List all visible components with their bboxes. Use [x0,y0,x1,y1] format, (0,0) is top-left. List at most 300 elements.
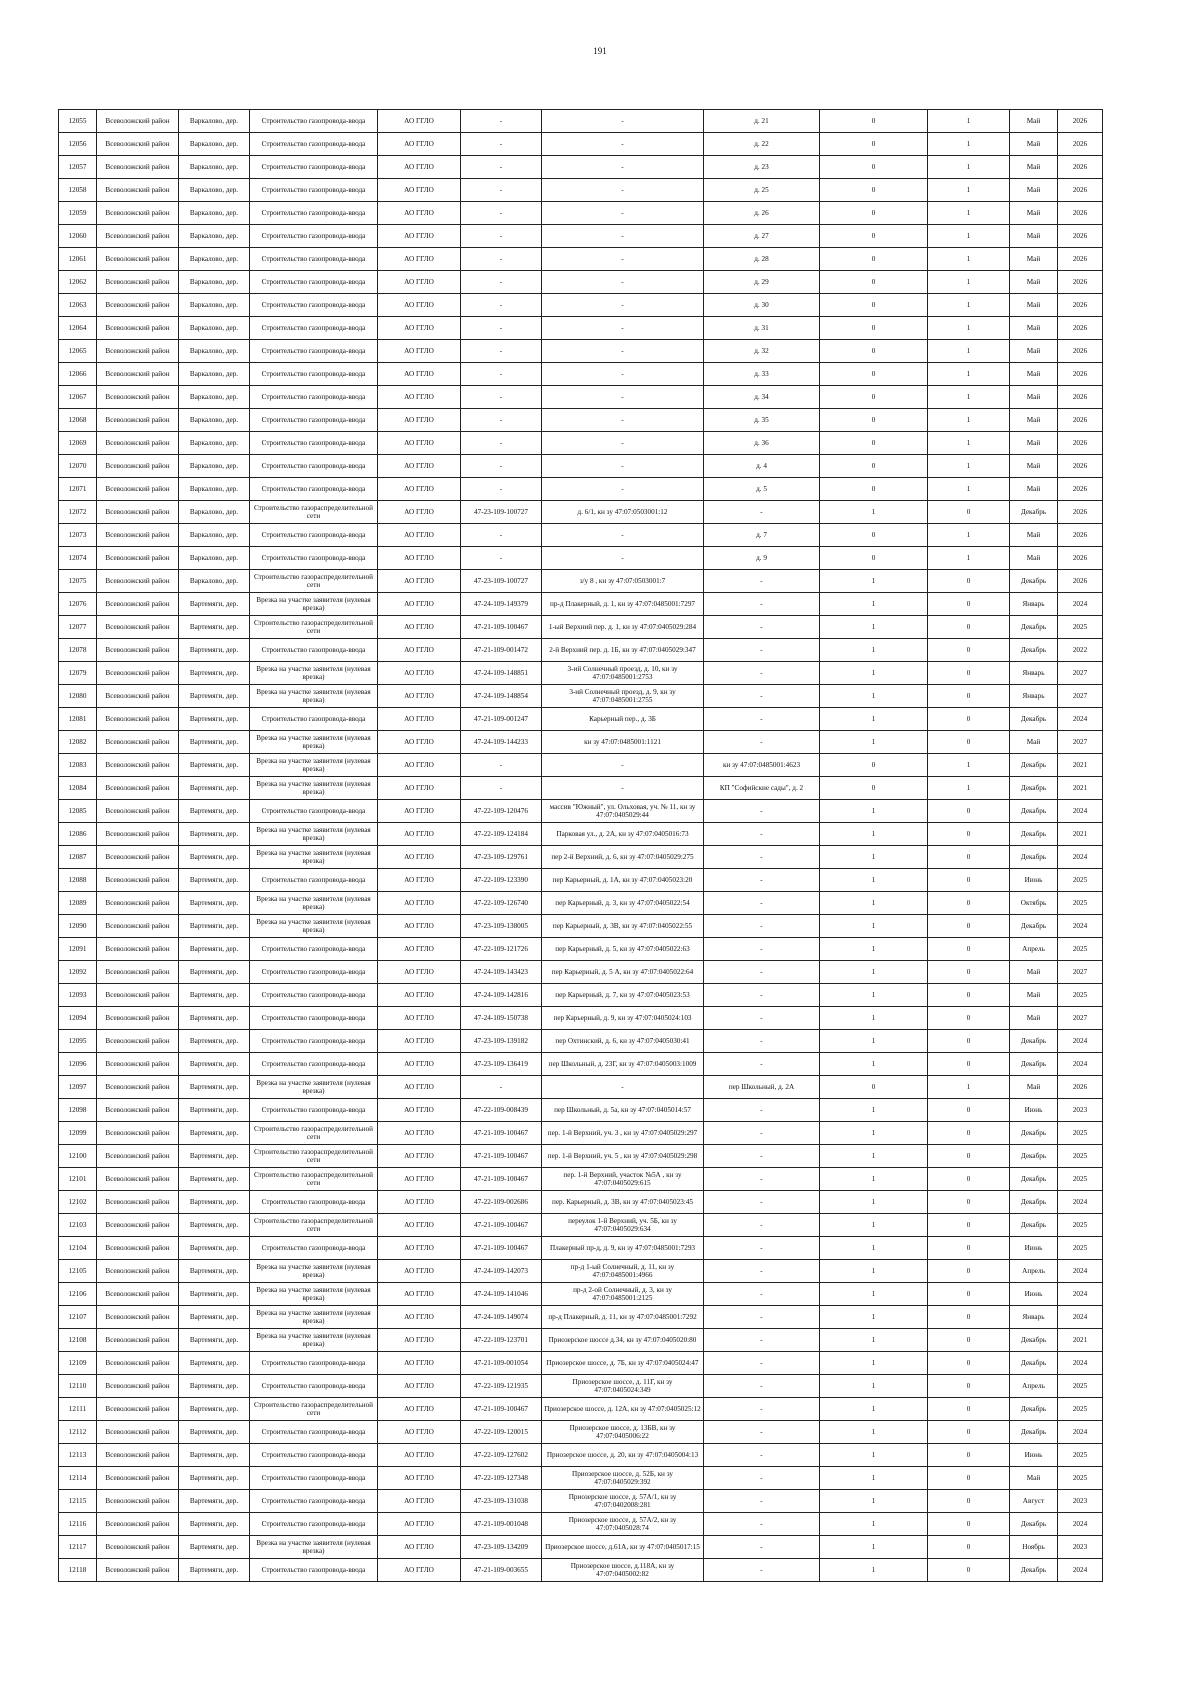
cell-work-type: Врезка на участке заявителя (нулевая врезка) [250,1536,378,1559]
cell-application-number: - [461,777,542,800]
cell-house-address: д. 27 [704,225,820,248]
cell-count-b: 0 [928,1145,1010,1168]
cell-month: Май [1010,363,1058,386]
cell-settlement: Варкалово, дер. [179,133,250,156]
cell-organization: АО ГГЛО [378,1421,461,1444]
cell-organization: АО ГГЛО [378,846,461,869]
cell-work-type: Строительство газопровода-ввода [250,1513,378,1536]
cell-work-type: Строительство газопровода-ввода [250,478,378,501]
cell-row-number: 12100 [59,1145,97,1168]
cell-count-b: 0 [928,1191,1010,1214]
cell-count-b: 0 [928,961,1010,984]
table-row [59,1467,1103,1490]
cell-count-a: 0 [820,455,928,478]
cell-row-number: 12067 [59,386,97,409]
cell-application-number: - [461,340,542,363]
cell-organization: АО ГГЛО [378,869,461,892]
cell-cadastral-address: 3-ий Солнечный проезд, д. 9, кн зу 47:07:0485001:2755 [542,685,704,708]
cell-district: Всеволожский район [97,800,179,823]
cell-count-a: 1 [820,1191,928,1214]
cell-work-type: Строительство газораспределительной сети [250,1122,378,1145]
cell-row-number: 12118 [59,1559,97,1582]
cell-settlement: Вартемяги, дер. [179,1513,250,1536]
cell-count-a: 1 [820,662,928,685]
cell-settlement: Варкалово, дер. [179,363,250,386]
cell-settlement: Варкалово, дер. [179,455,250,478]
cell-settlement: Вартемяги, дер. [179,1421,250,1444]
cell-district: Всеволожский район [97,547,179,570]
cell-application-number: - [461,156,542,179]
cell-organization: АО ГГЛО [378,1398,461,1421]
cell-organization: АО ГГЛО [378,754,461,777]
cell-count-a: 0 [820,179,928,202]
cell-month: Декабрь [1010,1191,1058,1214]
cell-year: 2026 [1058,501,1103,524]
cell-count-a: 0 [820,248,928,271]
cell-settlement: Вартемяги, дер. [179,754,250,777]
cell-house-address: - [704,1329,820,1352]
cell-organization: АО ГГЛО [378,1053,461,1076]
cell-row-number: 12062 [59,271,97,294]
cell-organization: АО ГГЛО [378,1145,461,1168]
cell-month: Май [1010,294,1058,317]
cell-application-number: - [461,478,542,501]
cell-organization: АО ГГЛО [378,570,461,593]
cell-district: Всеволожский район [97,915,179,938]
cell-district: Всеволожский район [97,501,179,524]
cell-settlement: Вартемяги, дер. [179,1007,250,1030]
cell-district: Всеволожский район [97,869,179,892]
table-row [59,432,1103,455]
cell-application-number: - [461,363,542,386]
cell-year: 2021 [1058,1329,1103,1352]
cell-month: Октябрь [1010,892,1058,915]
cell-row-number: 12069 [59,432,97,455]
cell-settlement: Вартемяги, дер. [179,1030,250,1053]
cell-district: Всеволожский район [97,1352,179,1375]
cell-cadastral-address: массив "Южный", ул. Ольховая, уч. № 11, кн зу 47:07:0405029:44 [542,800,704,823]
cell-work-type: Строительство газопровода-ввода [250,1007,378,1030]
cell-settlement: Вартемяги, дер. [179,1490,250,1513]
cell-district: Всеволожский район [97,1444,179,1467]
cell-count-b: 1 [928,409,1010,432]
cell-month: Декабрь [1010,1168,1058,1191]
table-row [59,271,1103,294]
cell-work-type: Врезка на участке заявителя (нулевая врезка) [250,823,378,846]
cell-cadastral-address: пр-д Плакерный, д. 11, кн зу 47:07:0485001:7292 [542,1306,704,1329]
cell-month: Июнь [1010,1099,1058,1122]
cell-organization: АО ГГЛО [378,593,461,616]
cell-district: Всеволожский район [97,846,179,869]
cell-house-address: д. 34 [704,386,820,409]
cell-cadastral-address: пер Карьерный, д. 9, кн зу 47:07:0405024:103 [542,1007,704,1030]
cell-application-number: 47-21-109-100467 [461,616,542,639]
cell-year: 2026 [1058,317,1103,340]
cell-count-b: 0 [928,1099,1010,1122]
cell-cadastral-address: Приозерское шоссе, д. 57А/1, кн зу 47:07:0402008:281 [542,1490,704,1513]
cell-year: 2025 [1058,1444,1103,1467]
cell-house-address: - [704,1559,820,1582]
cell-month: Декабрь [1010,708,1058,731]
cell-work-type: Строительство газораспределительной сети [250,501,378,524]
cell-district: Всеволожский район [97,179,179,202]
cell-month: Апрель [1010,1375,1058,1398]
cell-cadastral-address: - [542,340,704,363]
cell-house-address: д. 28 [704,248,820,271]
cell-application-number: - [461,202,542,225]
cell-settlement: Варкалово, дер. [179,156,250,179]
cell-count-a: 1 [820,593,928,616]
cell-cadastral-address: - [542,179,704,202]
cell-month: Май [1010,340,1058,363]
cell-month: Декабрь [1010,754,1058,777]
cell-work-type: Строительство газопровода-ввода [250,547,378,570]
cell-month: Май [1010,133,1058,156]
cell-month: Декабрь [1010,1122,1058,1145]
cell-count-a: 1 [820,915,928,938]
cell-count-b: 1 [928,156,1010,179]
cell-work-type: Врезка на участке заявителя (нулевая врезка) [250,915,378,938]
cell-settlement: Варкалово, дер. [179,432,250,455]
cell-organization: АО ГГЛО [378,777,461,800]
cell-house-address: д. 21 [704,110,820,133]
cell-work-type: Строительство газопровода-ввода [250,1490,378,1513]
cell-work-type: Строительство газопровода-ввода [250,225,378,248]
cell-count-b: 0 [928,1559,1010,1582]
cell-cadastral-address: пер 2-й Верхний, д. 6, кн зу 47:07:0405029:275 [542,846,704,869]
cell-application-number: 47-24-109-149074 [461,1306,542,1329]
table-row [59,754,1103,777]
cell-application-number: 47-22-109-121935 [461,1375,542,1398]
cell-month: Май [1010,225,1058,248]
cell-count-b: 0 [928,846,1010,869]
cell-house-address: - [704,1030,820,1053]
cell-count-b: 1 [928,248,1010,271]
table-row [59,1536,1103,1559]
cell-house-address: - [704,616,820,639]
cell-year: 2025 [1058,938,1103,961]
cell-work-type: Строительство газопровода-ввода [250,340,378,363]
cell-district: Всеволожский район [97,1168,179,1191]
cell-settlement: Вартемяги, дер. [179,1214,250,1237]
cell-count-a: 1 [820,892,928,915]
cell-work-type: Врезка на участке заявителя (нулевая врезка) [250,685,378,708]
cell-cadastral-address: пер Карьерный, д. 5, кн зу 47:07:0405022:63 [542,938,704,961]
cell-work-type: Строительство газопровода-ввода [250,110,378,133]
cell-count-b: 1 [928,110,1010,133]
table-row [59,1398,1103,1421]
cell-house-address: КП "Софийские сады", д. 2 [704,777,820,800]
cell-row-number: 12077 [59,616,97,639]
cell-organization: АО ГГЛО [378,1375,461,1398]
cell-settlement: Вартемяги, дер. [179,1168,250,1191]
cell-house-address: д. 32 [704,340,820,363]
cell-application-number: 47-21-109-100467 [461,1145,542,1168]
cell-count-b: 1 [928,363,1010,386]
cell-count-b: 1 [928,317,1010,340]
cell-count-a: 1 [820,501,928,524]
cell-settlement: Вартемяги, дер. [179,1076,250,1099]
cell-work-type: Строительство газопровода-ввода [250,363,378,386]
cell-row-number: 12111 [59,1398,97,1421]
cell-count-a: 1 [820,1007,928,1030]
cell-application-number: 47-21-109-100467 [461,1122,542,1145]
cell-row-number: 12087 [59,846,97,869]
cell-cadastral-address: пер Карьерный, д. 7, кн зу 47:07:0405023:53 [542,984,704,1007]
cell-application-number: 47-22-109-123390 [461,869,542,892]
cell-application-number: 47-24-109-141046 [461,1283,542,1306]
cell-year: 2025 [1058,1237,1103,1260]
cell-month: Май [1010,110,1058,133]
cell-house-address: - [704,984,820,1007]
cell-district: Всеволожский район [97,777,179,800]
cell-house-address: д. 23 [704,156,820,179]
cell-count-a: 0 [820,225,928,248]
cell-month: Апрель [1010,1260,1058,1283]
cell-row-number: 12070 [59,455,97,478]
cell-settlement: Вартемяги, дер. [179,1145,250,1168]
table-row [59,1260,1103,1283]
cell-cadastral-address: Приозерское шоссе, д. 52Б, кн зу 47:07:0405029:392 [542,1467,704,1490]
cell-work-type: Строительство газопровода-ввода [250,961,378,984]
cell-house-address: д. 36 [704,432,820,455]
cell-district: Всеволожский район [97,386,179,409]
cell-month: Май [1010,179,1058,202]
cell-month: Май [1010,455,1058,478]
cell-cadastral-address: 1-ый Верхний пер. д. 1, кн зу 47:07:0405029:284 [542,616,704,639]
cell-month: Июнь [1010,1444,1058,1467]
cell-house-address: - [704,708,820,731]
cell-month: Май [1010,248,1058,271]
cell-year: 2026 [1058,478,1103,501]
cell-district: Всеволожский район [97,1375,179,1398]
cell-application-number: 47-23-109-100727 [461,570,542,593]
cell-row-number: 12113 [59,1444,97,1467]
cell-district: Всеволожский район [97,1053,179,1076]
cell-cadastral-address: пер. 1-й Верхний, участок №5А , кн зу 47:07:0405029:615 [542,1168,704,1191]
cell-application-number: 47-21-109-100467 [461,1214,542,1237]
cell-count-a: 1 [820,1421,928,1444]
cell-count-a: 1 [820,639,928,662]
cell-district: Всеволожский район [97,478,179,501]
cell-count-b: 0 [928,869,1010,892]
cell-settlement: Вартемяги, дер. [179,1122,250,1145]
cell-count-a: 1 [820,938,928,961]
cell-application-number: 47-21-109-003655 [461,1559,542,1582]
cell-district: Всеволожский район [97,156,179,179]
cell-count-a: 1 [820,1168,928,1191]
cell-month: Май [1010,478,1058,501]
cell-year: 2026 [1058,225,1103,248]
cell-year: 2026 [1058,363,1103,386]
cell-work-type: Строительство газопровода-ввода [250,869,378,892]
cell-application-number: 47-22-109-123701 [461,1329,542,1352]
cell-count-a: 1 [820,1145,928,1168]
table-row [59,547,1103,570]
cell-district: Всеволожский район [97,570,179,593]
cell-work-type: Строительство газопровода-ввода [250,938,378,961]
cell-organization: АО ГГЛО [378,823,461,846]
cell-count-a: 1 [820,570,928,593]
cell-cadastral-address: пер Школьный, д. 5а, кн зу 47:07:0405014:57 [542,1099,704,1122]
cell-settlement: Вартемяги, дер. [179,1352,250,1375]
cell-count-a: 1 [820,961,928,984]
cell-organization: АО ГГЛО [378,800,461,823]
cell-count-a: 1 [820,823,928,846]
cell-row-number: 12109 [59,1352,97,1375]
cell-work-type: Строительство газопровода-ввода [250,1559,378,1582]
cell-month: Май [1010,961,1058,984]
cell-organization: АО ГГЛО [378,455,461,478]
cell-settlement: Варкалово, дер. [179,409,250,432]
cell-row-number: 12104 [59,1237,97,1260]
cell-row-number: 12063 [59,294,97,317]
cell-year: 2024 [1058,1513,1103,1536]
cell-settlement: Вартемяги, дер. [179,593,250,616]
cell-count-a: 1 [820,1214,928,1237]
cell-settlement: Вартемяги, дер. [179,1191,250,1214]
cell-cadastral-address: Парковая ул., д. 2А, кн зу 47:07:0405016:73 [542,823,704,846]
cell-row-number: 12064 [59,317,97,340]
cell-organization: АО ГГЛО [378,616,461,639]
cell-month: Январь [1010,593,1058,616]
cell-cadastral-address: пер Карьерный, д. 3В, кн зу 47:07:0405022:55 [542,915,704,938]
cell-organization: АО ГГЛО [378,1076,461,1099]
cell-cadastral-address: пер Карьерный, д. 1А, кн зу 47:07:0405023:20 [542,869,704,892]
cell-count-a: 0 [820,1076,928,1099]
table-row [59,1076,1103,1099]
cell-month: Декабрь [1010,1421,1058,1444]
cell-month: Декабрь [1010,616,1058,639]
cell-application-number: 47-23-109-129761 [461,846,542,869]
cell-year: 2026 [1058,294,1103,317]
cell-work-type: Строительство газопровода-ввода [250,294,378,317]
table-row [59,800,1103,823]
cell-work-type: Строительство газораспределительной сети [250,570,378,593]
cell-application-number: 47-24-109-148851 [461,662,542,685]
cell-month: Август [1010,1490,1058,1513]
cell-organization: АО ГГЛО [378,156,461,179]
cell-count-b: 0 [928,501,1010,524]
cell-organization: АО ГГЛО [378,386,461,409]
cell-settlement: Варкалово, дер. [179,547,250,570]
cell-row-number: 12083 [59,754,97,777]
cell-work-type: Врезка на участке заявителя (нулевая врезка) [250,754,378,777]
cell-district: Всеволожский район [97,639,179,662]
cell-month: Декабрь [1010,570,1058,593]
cell-row-number: 12074 [59,547,97,570]
cell-row-number: 12095 [59,1030,97,1053]
cell-house-address: д. 25 [704,179,820,202]
cell-application-number: 47-24-109-148854 [461,685,542,708]
table-row [59,961,1103,984]
cell-cadastral-address: - [542,524,704,547]
cell-row-number: 12108 [59,1329,97,1352]
cell-row-number: 12102 [59,1191,97,1214]
cell-application-number: 47-22-109-127348 [461,1467,542,1490]
cell-cadastral-address: 3-ий Солнечный проезд, д. 10, кн зу 47:07:0485001:2753 [542,662,704,685]
cell-organization: АО ГГЛО [378,1099,461,1122]
cell-work-type: Строительство газопровода-ввода [250,271,378,294]
cell-cadastral-address: пер Карьерный, д. 5 А, кн зу 47:07:0405022:64 [542,961,704,984]
table-row [59,1444,1103,1467]
table-row [59,386,1103,409]
cell-count-b: 0 [928,1214,1010,1237]
cell-month: Апрель [1010,938,1058,961]
cell-row-number: 12085 [59,800,97,823]
table-row [59,1053,1103,1076]
cell-work-type: Строительство газопровода-ввода [250,708,378,731]
cell-application-number: 47-23-109-100727 [461,501,542,524]
cell-month: Май [1010,432,1058,455]
cell-count-b: 0 [928,1007,1010,1030]
cell-house-address: - [704,846,820,869]
cell-year: 2024 [1058,1030,1103,1053]
cell-count-b: 0 [928,1122,1010,1145]
cell-count-a: 1 [820,1444,928,1467]
cell-settlement: Вартемяги, дер. [179,731,250,754]
cell-settlement: Вартемяги, дер. [179,1329,250,1352]
cell-application-number: 47-22-109-008439 [461,1099,542,1122]
cell-count-b: 1 [928,478,1010,501]
cell-district: Всеволожский район [97,938,179,961]
cell-work-type: Строительство газопровода-ввода [250,248,378,271]
cell-district: Всеволожский район [97,1559,179,1582]
cell-house-address: д. 33 [704,363,820,386]
cell-month: Май [1010,547,1058,570]
cell-count-b: 0 [928,708,1010,731]
cell-application-number: 47-21-109-100467 [461,1168,542,1191]
cell-count-b: 0 [928,1053,1010,1076]
cell-application-number: - [461,455,542,478]
cell-count-a: 1 [820,1053,928,1076]
cell-settlement: Вартемяги, дер. [179,708,250,731]
cell-count-a: 0 [820,777,928,800]
cell-work-type: Строительство газопровода-ввода [250,409,378,432]
cell-month: Декабрь [1010,777,1058,800]
cell-count-a: 1 [820,1237,928,1260]
cell-month: Декабрь [1010,1352,1058,1375]
cell-year: 2026 [1058,547,1103,570]
cell-count-a: 0 [820,271,928,294]
cell-row-number: 12076 [59,593,97,616]
cell-organization: АО ГГЛО [378,1007,461,1030]
cell-organization: АО ГГЛО [378,984,461,1007]
cell-settlement: Варкалово, дер. [179,248,250,271]
cell-settlement: Варкалово, дер. [179,317,250,340]
cell-year: 2025 [1058,1122,1103,1145]
cell-settlement: Вартемяги, дер. [179,639,250,662]
cell-organization: АО ГГЛО [378,731,461,754]
cell-work-type: Строительство газопровода-ввода [250,133,378,156]
table-row [59,846,1103,869]
cell-organization: АО ГГЛО [378,662,461,685]
cell-month: Май [1010,1007,1058,1030]
cell-cadastral-address: Плакерный пр-д, д. 9, кн зу 47:07:0485001:7293 [542,1237,704,1260]
cell-count-b: 0 [928,984,1010,1007]
cell-row-number: 12056 [59,133,97,156]
cell-district: Всеволожский район [97,1099,179,1122]
cell-cadastral-address: пер. Карьерный, д. 3В, кн зу 47:07:0405023:45 [542,1191,704,1214]
cell-house-address: - [704,1099,820,1122]
cell-count-b: 1 [928,294,1010,317]
cell-house-address: д. 30 [704,294,820,317]
cell-cadastral-address: пер Карьерный, д. 3, кн зу 47:07:0405022:54 [542,892,704,915]
cell-organization: АО ГГЛО [378,409,461,432]
cell-year: 2021 [1058,777,1103,800]
cell-application-number: - [461,409,542,432]
cell-year: 2024 [1058,1352,1103,1375]
